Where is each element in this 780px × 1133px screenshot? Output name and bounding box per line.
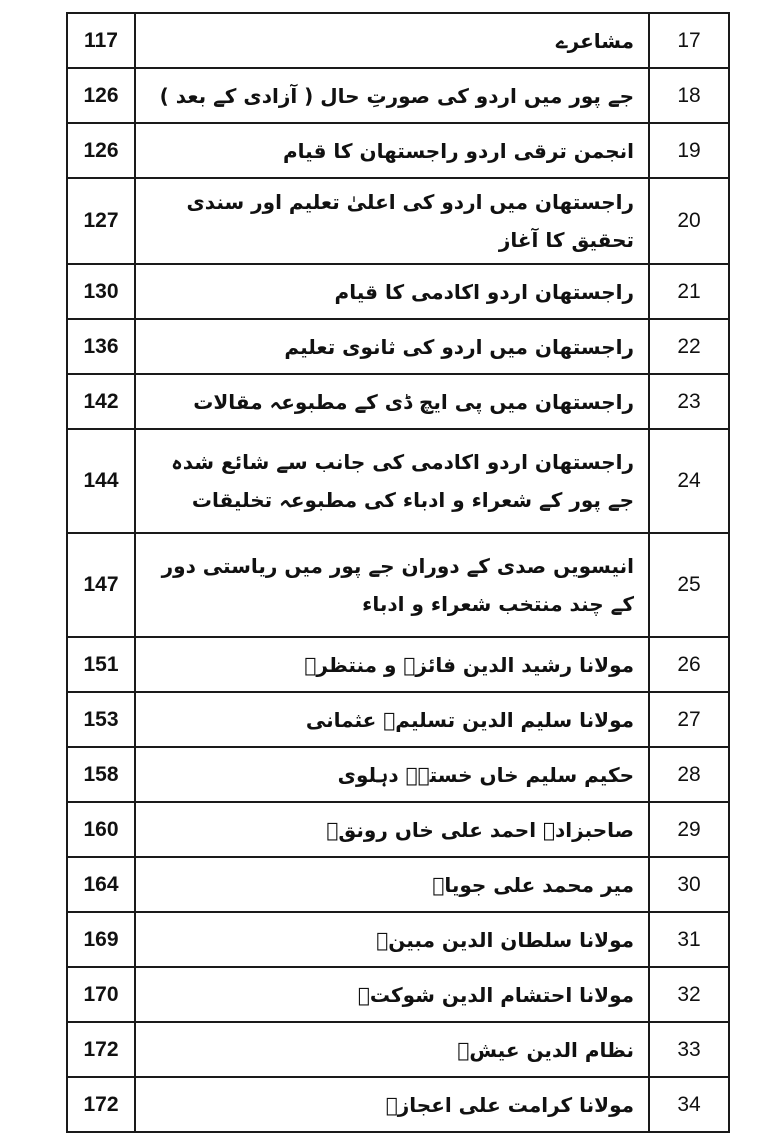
- page-number: 172: [67, 1077, 135, 1132]
- entry-number: 18: [649, 68, 729, 123]
- chapter-title: مولانا رشید الدین فائزؔ و منتظرؔ: [135, 637, 649, 692]
- chapter-title: مولانا سلطان الدین مبینؔ: [135, 912, 649, 967]
- table-row: [67, 429, 729, 533]
- entry-number: 29: [649, 802, 729, 857]
- chapter-title: راجستھان اردو اکادمی کا قیام: [135, 264, 649, 319]
- page-number: 144: [67, 429, 135, 533]
- table-row: [67, 68, 729, 123]
- page-number: 158: [67, 747, 135, 802]
- entry-number: 24: [649, 429, 729, 533]
- page-number: 147: [67, 533, 135, 637]
- chapter-title: راجستھان میں پی ایچ ڈی کے مطبوعہ مقالات: [135, 374, 649, 429]
- table-row: [67, 1022, 729, 1077]
- chapter-title: مولانا احتشام الدین شوکتؔ: [135, 967, 649, 1022]
- entry-number: 32: [649, 967, 729, 1022]
- page-number: 127: [67, 178, 135, 264]
- entry-number: 19: [649, 123, 729, 178]
- chapter-title: انیسویں صدی کے دوران جے پور میں ریاستی دور کے چند منتخب شعراء و ادباء: [135, 533, 649, 637]
- chapter-title: انجمن ترقی اردو راجستھان کا قیام: [135, 123, 649, 178]
- chapter-title: راجستھان میں اردو کی ثانوی تعلیم: [135, 319, 649, 374]
- page-number: 169: [67, 912, 135, 967]
- table-row: [67, 967, 729, 1022]
- page-number: 170: [67, 967, 135, 1022]
- chapter-title: مولانا سلیم الدین تسلیمؔ عثمانی: [135, 692, 649, 747]
- table-row: [67, 13, 729, 68]
- chapter-title: مولانا کرامت علی اعجازؔ: [135, 1077, 649, 1132]
- table-row: [67, 802, 729, 857]
- entry-number: 31: [649, 912, 729, 967]
- entry-number: 21: [649, 264, 729, 319]
- entry-number: 20: [649, 178, 729, 264]
- entry-number: 23: [649, 374, 729, 429]
- table-row: [67, 692, 729, 747]
- entry-number: 27: [649, 692, 729, 747]
- chapter-title: نظام الدین عیشؔ: [135, 1022, 649, 1077]
- toc-body: [67, 13, 729, 1132]
- chapter-title: حکیم سلیم خاں خستہؔ دہلوی: [135, 747, 649, 802]
- table-row: [67, 264, 729, 319]
- page-number: 117: [67, 13, 135, 68]
- table-row: [67, 857, 729, 912]
- table-row: [67, 533, 729, 637]
- entry-number: 26: [649, 637, 729, 692]
- entry-number: 33: [649, 1022, 729, 1077]
- page-number: 130: [67, 264, 135, 319]
- page-number: 126: [67, 68, 135, 123]
- page-number: 136: [67, 319, 135, 374]
- page-number: 142: [67, 374, 135, 429]
- chapter-title: صاحبزادہ احمد علی خاں رونقؔ: [135, 802, 649, 857]
- table-row: [67, 178, 729, 264]
- chapter-title: راجستھان میں اردو کی اعلیٰ تعلیم اور سندی تحقیق کا آغاز: [135, 178, 649, 264]
- page-number: 153: [67, 692, 135, 747]
- chapter-title: جے پور میں اردو کی صورتِ حال ( آزادی کے بعد ): [135, 68, 649, 123]
- table-row: [67, 912, 729, 967]
- page-number: 172: [67, 1022, 135, 1077]
- page-number: 160: [67, 802, 135, 857]
- entry-number: 28: [649, 747, 729, 802]
- chapter-title: میر محمد علی جویاؔ: [135, 857, 649, 912]
- chapter-title: مشاعرے: [135, 13, 649, 68]
- table-of-contents: [66, 12, 730, 1133]
- entry-number: 22: [649, 319, 729, 374]
- table-row: [67, 747, 729, 802]
- entry-number: 34: [649, 1077, 729, 1132]
- table-row: [67, 123, 729, 178]
- chapter-title: راجستھان اردو اکادمی کی جانب سے شائع شدہ جے پور کے شعراء و ادباء کی مطبوعہ تخلیقات: [135, 429, 649, 533]
- entry-number: 30: [649, 857, 729, 912]
- table-row: [67, 374, 729, 429]
- page-number: 126: [67, 123, 135, 178]
- entry-number: 25: [649, 533, 729, 637]
- page-number: 151: [67, 637, 135, 692]
- table-row: [67, 637, 729, 692]
- entry-number: 17: [649, 13, 729, 68]
- table-row: [67, 319, 729, 374]
- table-row: [67, 1077, 729, 1132]
- page-number: 164: [67, 857, 135, 912]
